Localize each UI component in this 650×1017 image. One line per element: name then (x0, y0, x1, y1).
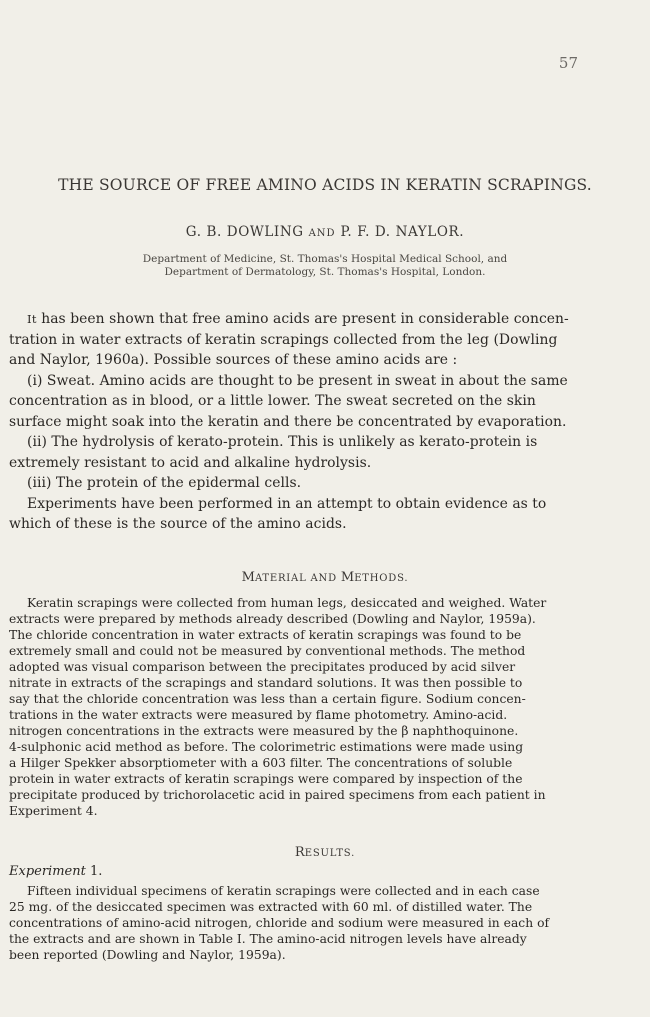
author-first: G. B. DOWLING (185, 224, 304, 240)
author-second: P. F. D. NAYLOR. (340, 224, 465, 240)
section-heading-results: RESULTS. (294, 845, 356, 860)
intro-line: (iii) The protein of the epidermal cells. (27, 475, 302, 491)
methods-line: Keratin scrapings were collected from human legs, desiccated and weighed. Water (27, 596, 547, 610)
experiment-label: Experiment 1. (9, 864, 103, 879)
methods-line: trations in the water extracts were measured by flame photometry. Amino-acid. (9, 708, 508, 722)
intro-line: and Naylor, 1960a). Possible sources of these amino acids are : (9, 352, 458, 368)
intro-line: concentration as in blood, or a little lower. The sweat secreted on the skin (9, 393, 536, 409)
intro-line: surface might soak into the keratin and there be concentrated by evaporation. (9, 414, 567, 430)
intro-line: which of these is the source of the amino acids. (9, 516, 347, 532)
methods-line: precipitate produced by trichorolacetic acid in paired specimens from each patient in (9, 788, 546, 802)
methods-line: Experiment 4. (9, 804, 98, 818)
results-line: concentrations of amino-acid nitrogen, chloride and sodium were measured in each of (9, 916, 550, 930)
results-line: 25 mg. of the desiccated specimen was extracted with 60 ml. of distilled water. The (9, 900, 533, 914)
intro-line: tration in water extracts of keratin scrapings collected from the leg (Dowling (9, 332, 558, 348)
methods-line: extremely small and could not be measured by conventional methods. The method (9, 644, 526, 658)
methods-line: say that the chloride concentration was less than a certain figure. Sodium concen- (9, 692, 526, 706)
intro-lead-caps: It (27, 312, 37, 326)
intro-line (27, 311, 579, 327)
page-number: 57 (558, 54, 578, 72)
methods-line: a Hilger Spekker absorptiometer with a 603 filter. The concentrations of soluble (9, 756, 513, 770)
intro-line: Experiments have been performed in an attempt to obtain evidence as to (27, 496, 547, 512)
section-heading-methods: MATERIAL AND METHODS. (241, 570, 409, 585)
methods-line: 4-sulphonic acid method as before. The colorimetric estimations were made using (9, 740, 524, 754)
intro-line: extremely resistant to acid and alkaline hydrolysis. (9, 455, 372, 471)
intro-line: (ii) The hydrolysis of kerato-protein. This is unlikely as kerato-protein is (27, 434, 538, 450)
results-line: been reported (Dowling and Naylor, 1959a). (9, 948, 286, 962)
results-line: Fifteen individual specimens of keratin scrapings were collected and in each case (27, 884, 540, 898)
authors (0, 224, 650, 240)
affiliation-line-2: Department of Dermatology, St. Thomas's Hospital, London. (164, 266, 486, 278)
results-line: the extracts and are shown in Table I. The amino-acid nitrogen levels have already (9, 932, 527, 946)
author-conjunction: AND (308, 228, 336, 239)
methods-line: The chloride concentration in water extracts of keratin scrapings was found to be (9, 628, 522, 642)
methods-line: protein in water extracts of keratin scrapings were compared by inspection of the (9, 772, 523, 786)
methods-line: nitrogen concentrations in the extracts were measured by the β naphthoquinone. (9, 724, 519, 738)
paper-title: THE SOURCE OF FREE AMINO ACIDS IN KERATIN SCRAPINGS. (58, 176, 592, 194)
methods-line: extracts were prepared by methods already described (Dowling and Naylor, 1959a). (9, 612, 536, 626)
methods-line: adopted was visual comparison between the precipitates produced by acid silver (9, 660, 516, 674)
intro-line-text: has been shown that free amino acids are present in considerable concen- (36, 311, 569, 327)
affiliation-line-1: Department of Medicine, St. Thomas's Hospital Medical School, and (142, 253, 508, 265)
methods-line: nitrate in extracts of the scrapings and standard solutions. It was then possible to (9, 676, 523, 690)
intro-line: (i) Sweat. Amino acids are thought to be present in sweat in about the same (27, 373, 568, 389)
